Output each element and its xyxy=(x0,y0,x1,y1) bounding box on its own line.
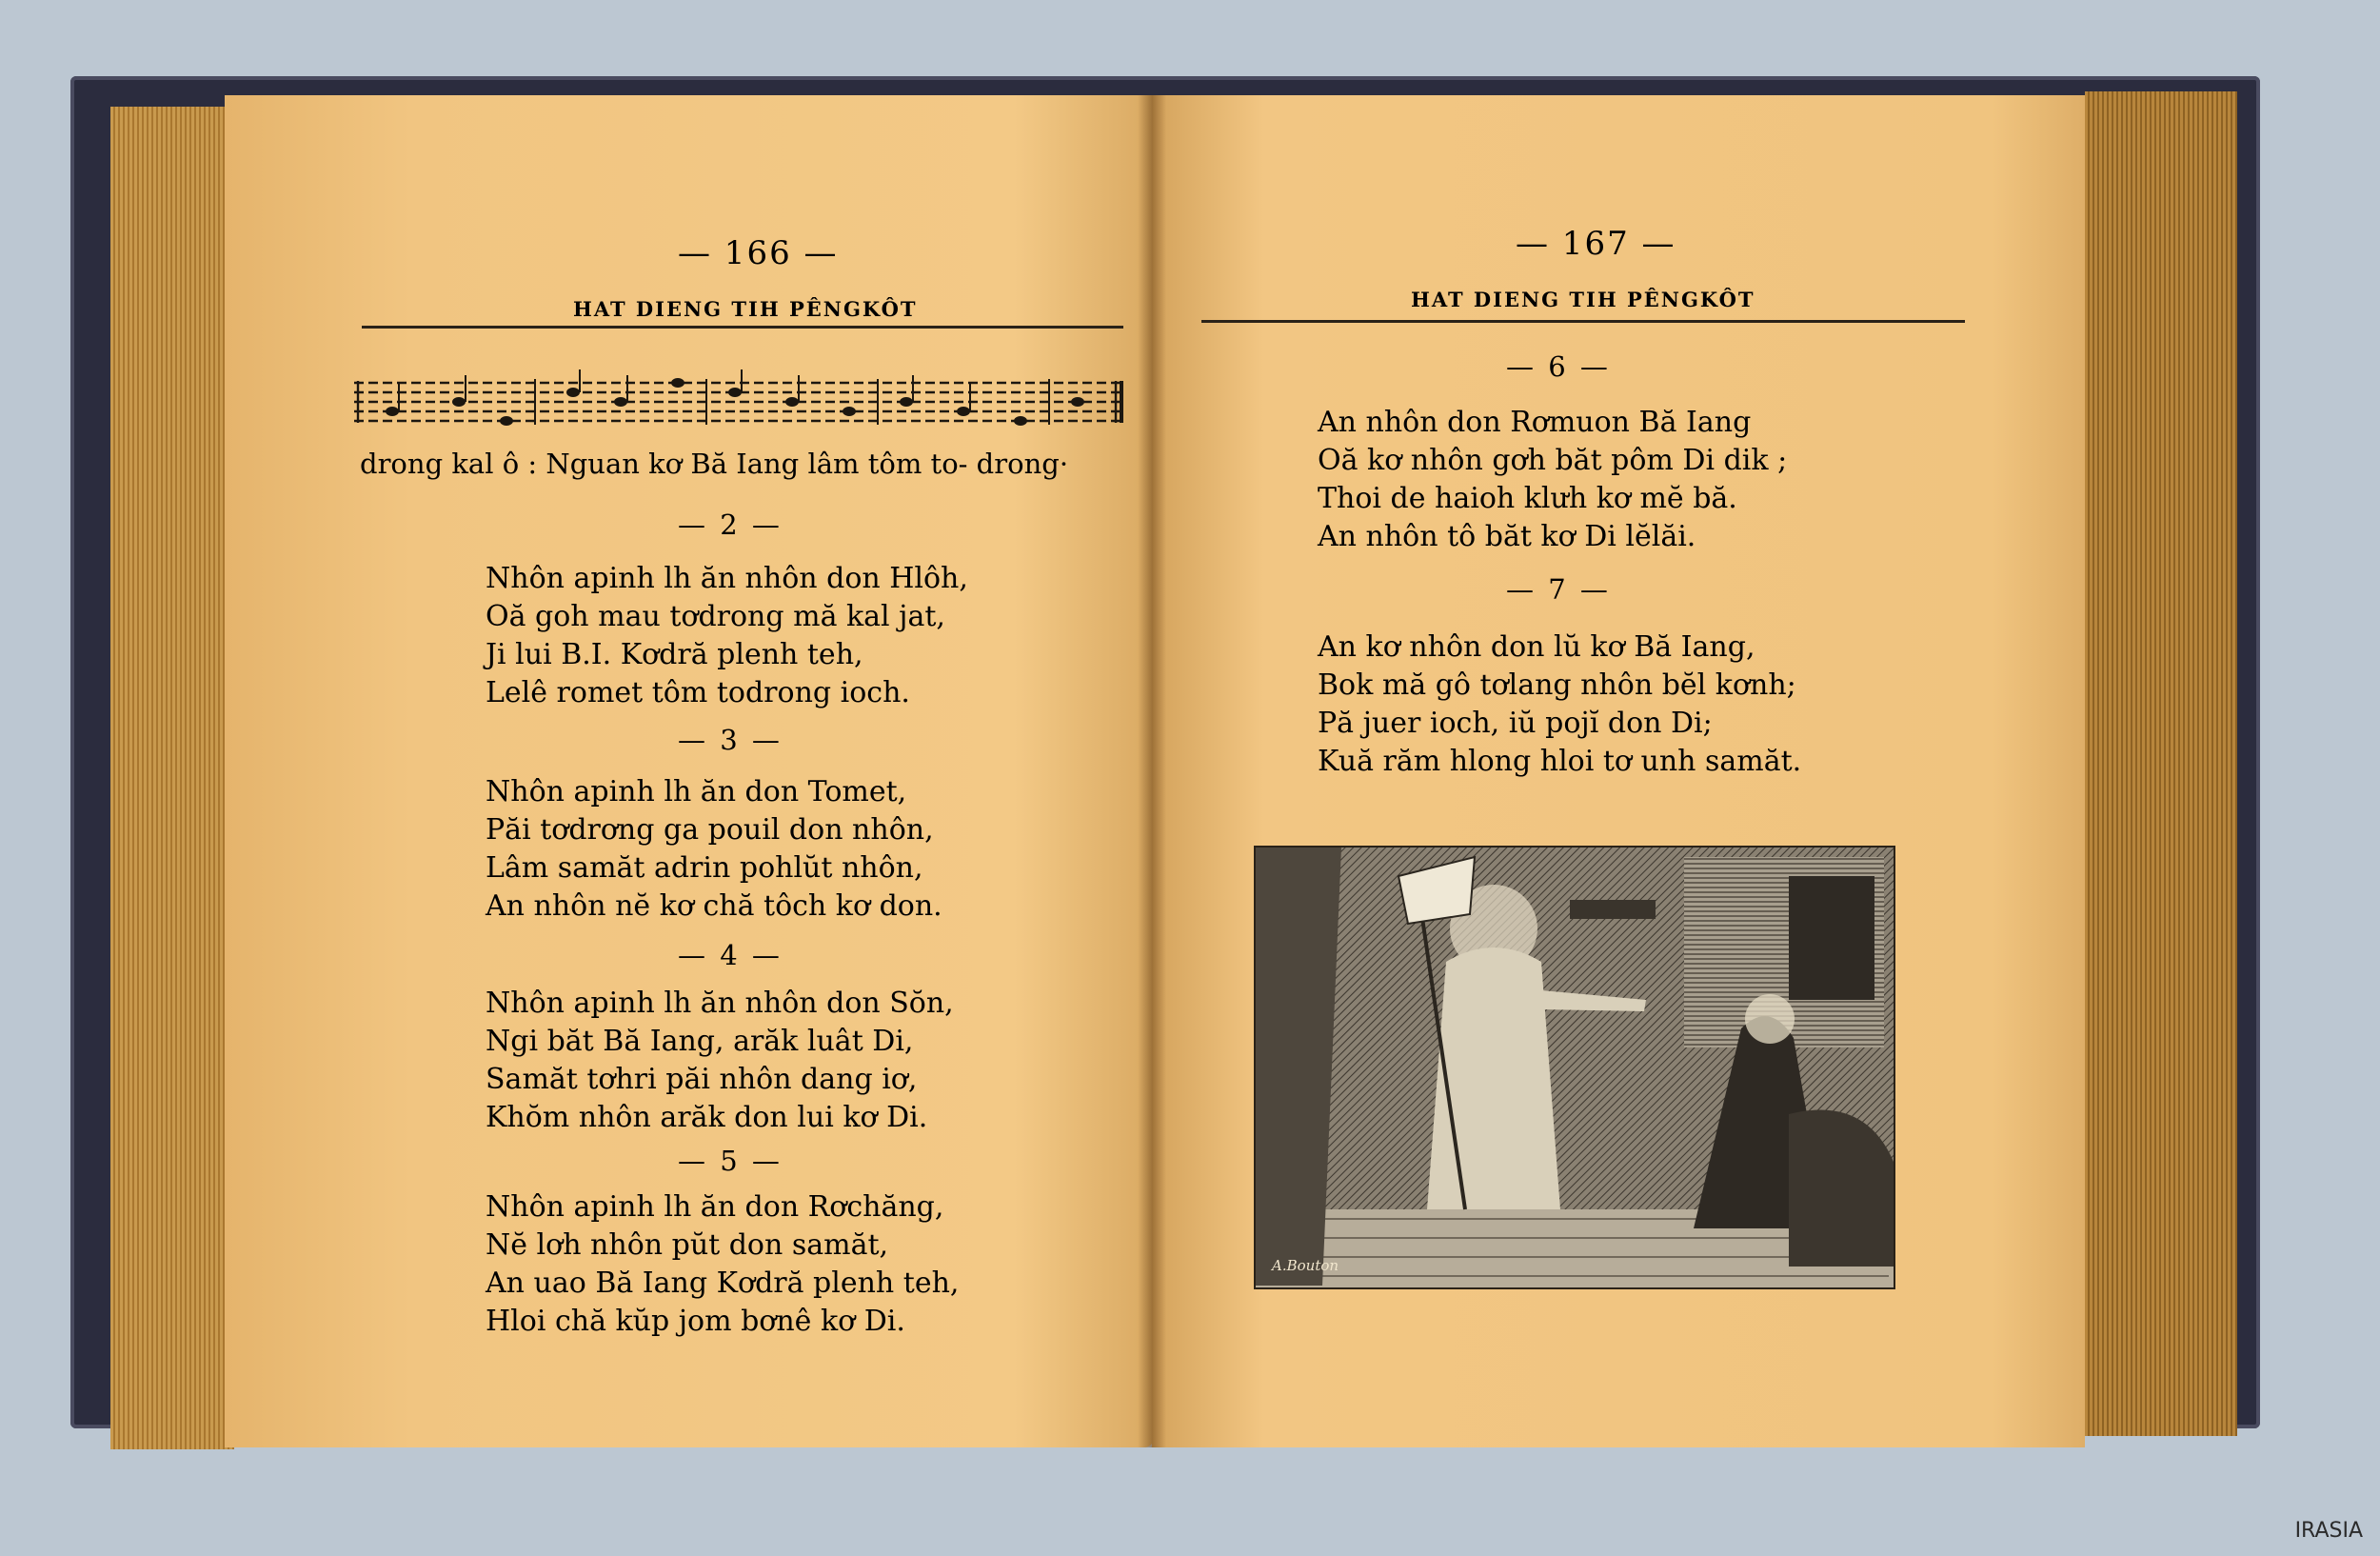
verse-line: Nĕ lơh nhôn pŭt don samăt, xyxy=(486,1228,889,1262)
stanza-verse xyxy=(486,560,968,712)
verse-line: An uao Bă Iang Kơdră plenh teh, xyxy=(486,1267,960,1300)
page-edges-right xyxy=(2085,91,2237,1436)
verse-line: An kơ nhôn don lŭ kơ Bă Iang, xyxy=(1318,630,1755,664)
verse-line: Nhôn apinh lh ăn don Rơchăng, xyxy=(486,1190,944,1224)
stanza-number: — 7 — xyxy=(1506,573,1611,606)
verse-line: Khŏm nhôn arăk don lui kơ Di. xyxy=(486,1101,928,1134)
stanza-number: — 4 — xyxy=(678,939,783,971)
verse-line: Nhôn apinh lh ăn nhôn don Hlôh, xyxy=(486,562,968,595)
stanza-number: — 3 — xyxy=(678,724,783,756)
running-head-right: HAT DIENG TIH PÊNGKÔT xyxy=(1411,288,1755,311)
verse-line: Lelê romet tôm todrong ioch. xyxy=(486,676,910,709)
book-gutter xyxy=(1138,95,1166,1447)
stanza-verse xyxy=(486,1188,959,1341)
verse-line: An nhôn tô băt kơ Di lĕlăi. xyxy=(1318,520,1696,553)
stanza-number: — 5 — xyxy=(678,1145,783,1177)
stanza-number: — 6 — xyxy=(1506,350,1611,383)
verse-line: Thoi de haioh klưh kơ mĕ bă. xyxy=(1318,482,1737,515)
music-staff xyxy=(354,369,1125,432)
verse-line: Nhôn apinh lh ăn nhôn don Sŏn, xyxy=(486,987,954,1020)
verse-line: An nhôn nĕ kơ chă tôch kơ don. xyxy=(486,889,942,923)
verse-line: Lâm samăt adrin pohlŭt nhôn, xyxy=(486,851,923,885)
engraving-scene xyxy=(1256,848,1894,1287)
verse-line: Oă goh mau tơdrong mă kal jat, xyxy=(486,600,945,633)
verse-line: Oă kơ nhôn gơh băt pôm Di dik ; xyxy=(1318,444,1788,477)
verse-line: Ji lui B.I. Kơdră plenh teh, xyxy=(486,638,863,671)
header-rule-right xyxy=(1201,320,1965,323)
verse-line: Bok mă gô tơlang nhôn bĕl kơnh; xyxy=(1318,668,1796,702)
page-number-right: — 167 — xyxy=(1516,225,1676,263)
verse-line: Nhôn apinh lh ăn don Tomet, xyxy=(486,775,907,808)
stanza-verse xyxy=(1318,404,1787,556)
illustration-signature: A.Bouton xyxy=(1272,1257,1339,1274)
stanza-verse xyxy=(486,985,954,1137)
page-edges-left xyxy=(110,107,234,1449)
watermark: IRASIA xyxy=(2294,1519,2363,1543)
stanza-verse xyxy=(486,773,942,926)
page-number-left: — 166 — xyxy=(678,234,839,272)
verse-line: Hloi chă kŭp jom bơnê kơ Di. xyxy=(486,1305,905,1338)
verse-line: An nhôn don Rơmuon Bă Iang xyxy=(1318,406,1752,439)
verse-line: Pă juer ioch, iŭ pojĭ don Di; xyxy=(1318,707,1713,740)
stanza-verse xyxy=(1318,628,1801,781)
stanza-number: — 2 — xyxy=(678,509,783,541)
running-head-left: HAT DIENG TIH PÊNGKÔT xyxy=(573,297,918,321)
verse-line: Samăt tơhri păi nhôn dang iơ, xyxy=(486,1063,918,1096)
verse-line: Păi tơdrơng ga pouil don nhôn, xyxy=(486,813,934,847)
music-lyric: drong kal ô : Nguan kơ Bă Iang lâm tôm to- drong· xyxy=(360,448,1069,480)
engraving-illustration xyxy=(1254,846,1895,1289)
header-rule-left xyxy=(362,326,1123,329)
verse-line: Kuă răm hlong hloi tơ unh samăt. xyxy=(1318,745,1802,778)
verse-line: Ngi băt Bă Iang, arăk luât Di, xyxy=(486,1025,914,1058)
